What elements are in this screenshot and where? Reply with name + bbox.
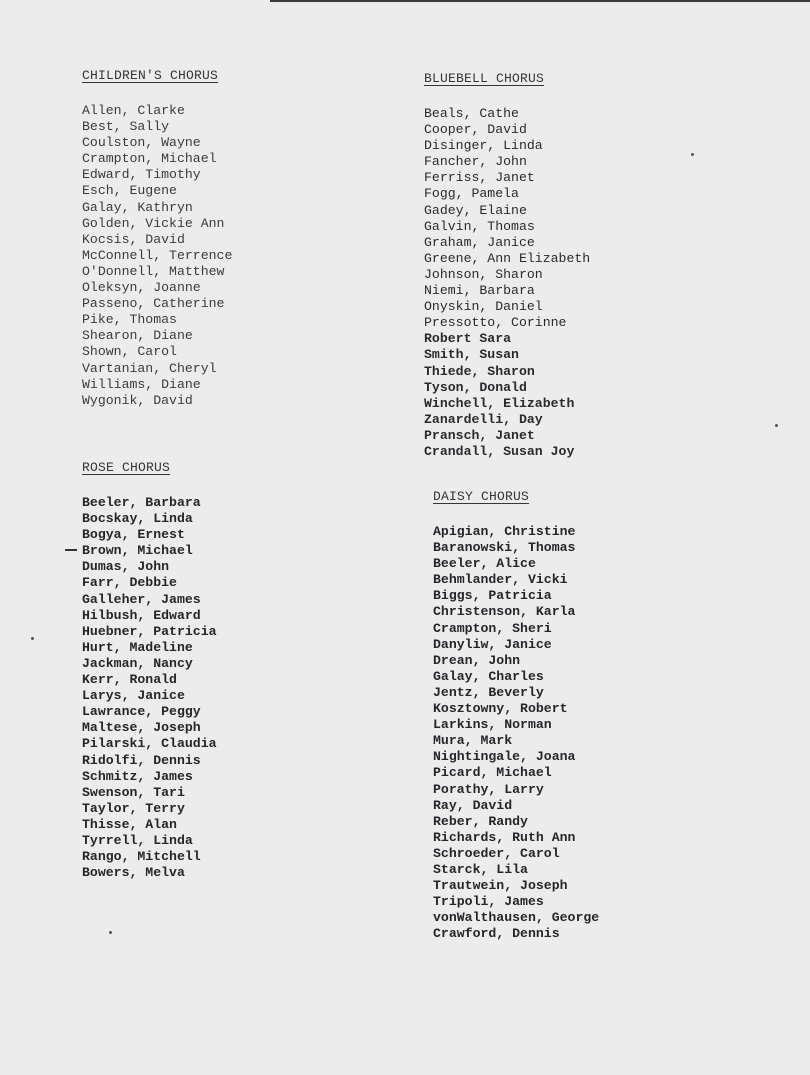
chorus-member-name: Farr, Debbie <box>82 575 177 591</box>
chorus-member-name: Esch, Eugene <box>82 183 177 199</box>
chorus-member-name: Reber, Randy <box>433 813 528 829</box>
chorus-member-name: Vartanian, Cheryl <box>82 360 217 376</box>
rose-chorus-list <box>82 495 217 881</box>
chorus-member-name: Cooper, David <box>424 122 527 138</box>
chorus-member-name: Galay, Kathryn <box>82 199 193 215</box>
chorus-member-name: Porathy, Larry <box>433 781 544 797</box>
chorus-member-name: Trautwein, Joseph <box>433 878 568 894</box>
bluebell-chorus-section <box>424 71 590 460</box>
chorus-member-name: Robert Sara <box>424 331 512 347</box>
chorus-member-name: Ridolfi, Dennis <box>82 752 201 768</box>
chorus-member-name: Drean, John <box>433 652 521 668</box>
chorus-member-name: Oleksyn, Joanne <box>82 280 201 296</box>
chorus-member-name: Galay, Charles <box>433 668 544 684</box>
chorus-member-name: Maltese, Joseph <box>82 720 201 736</box>
top-edge-line <box>270 0 810 2</box>
chorus-member-name: Crampton, Michael <box>82 151 217 167</box>
paper-speck <box>691 153 694 156</box>
chorus-member-name: Beeler, Alice <box>433 556 536 572</box>
chorus-member-name: Shown, Carol <box>82 344 177 360</box>
chorus-member-name: Coulston, Wayne <box>82 135 201 151</box>
paper-speck <box>775 424 778 427</box>
bluebell-chorus-heading: BLUEBELL CHORUS <box>424 71 545 86</box>
chorus-member-name: Huebner, Patricia <box>82 623 217 639</box>
chorus-member-name: Fancher, John <box>424 154 527 170</box>
chorus-member-name: Pressotto, Corinne <box>424 315 567 331</box>
chorus-member-name: Golden, Vickie Ann <box>82 215 225 231</box>
daisy-chorus-section <box>433 489 599 942</box>
chorus-member-name: Jackman, Nancy <box>82 655 193 671</box>
chorus-member-name: Williams, Diane <box>82 376 201 392</box>
chorus-member-name: Apigian, Christine <box>433 524 576 539</box>
chorus-member-name: Thisse, Alan <box>82 816 177 832</box>
chorus-member-name: Best, Sally <box>82 119 170 135</box>
chorus-member-name: Tyson, Donald <box>424 379 527 395</box>
chorus-member-name: Richards, Ruth Ann <box>433 829 576 845</box>
chorus-member-name: Larkins, Norman <box>433 717 552 733</box>
chorus-member-name: Taylor, Terry <box>82 800 185 816</box>
children-chorus-section <box>82 68 232 409</box>
chorus-member-name: Pike, Thomas <box>82 312 177 328</box>
chorus-member-name: Allen, Clarke <box>82 103 185 118</box>
chorus-member-name: Wygonik, David <box>82 392 193 408</box>
chorus-member-name: Larys, Janice <box>82 688 185 704</box>
chorus-member-name: Tyrrell, Linda <box>82 832 193 848</box>
chorus-member-name: Galleher, James <box>82 591 201 607</box>
chorus-member-name: Biggs, Patricia <box>433 588 552 604</box>
chorus-member-name: Swenson, Tari <box>82 784 185 800</box>
children-chorus-heading: CHILDREN'S CHORUS <box>82 68 219 83</box>
chorus-member-name: Disinger, Linda <box>424 138 543 154</box>
chorus-member-name: Kerr, Ronald <box>82 672 177 688</box>
chorus-member-name: Crandall, Susan Joy <box>424 443 575 459</box>
chorus-member-name: Bowers, Melva <box>82 865 185 881</box>
chorus-member-name: Rango, Mitchell <box>82 849 201 865</box>
paper-speck <box>109 931 112 934</box>
chorus-member-name: Ray, David <box>433 797 513 813</box>
chorus-member-name: Picard, Michael <box>433 765 552 781</box>
chorus-member-name: Schroeder, Carol <box>433 845 560 861</box>
chorus-member-name: Schmitz, James <box>82 768 193 784</box>
chorus-member-name: Crampton, Sheri <box>433 620 552 636</box>
children-chorus-list <box>82 103 232 409</box>
chorus-member-name: Crawford, Dennis <box>433 926 560 942</box>
chorus-member-name: Danyliw, Janice <box>433 636 552 652</box>
chorus-member-name: Galvin, Thomas <box>424 218 535 234</box>
chorus-member-name: Johnson, Sharon <box>424 266 543 282</box>
chorus-member-name: Beals, Cathe <box>424 106 519 121</box>
chorus-member-name: Thiede, Sharon <box>424 363 535 379</box>
chorus-member-name: Bocskay, Linda <box>82 511 193 527</box>
chorus-member-name: Behmlander, Vicki <box>433 572 568 588</box>
chorus-member-name: Gadey, Elaine <box>424 202 527 218</box>
daisy-chorus-heading: DAISY CHORUS <box>433 489 530 504</box>
chorus-member-name: Baranowski, Thomas <box>433 540 576 556</box>
chorus-member-name: Mura, Mark <box>433 733 513 749</box>
chorus-member-name: Shearon, Diane <box>82 328 193 344</box>
chorus-member-name: Winchell, Elizabeth <box>424 395 575 411</box>
chorus-member-name: Zanardelli, Day <box>424 411 543 427</box>
chorus-member-name: McConnell, Terrence <box>82 247 233 263</box>
chorus-member-name: Passeno, Catherine <box>82 296 225 312</box>
margin-dash-mark <box>65 549 77 551</box>
chorus-member-name: vonWalthausen, George <box>433 910 600 926</box>
rose-chorus-heading: ROSE CHORUS <box>82 460 171 475</box>
chorus-member-name: Edward, Timothy <box>82 167 201 183</box>
chorus-member-name: Starck, Lila <box>433 861 528 877</box>
chorus-member-name: Brown, Michael <box>82 543 193 559</box>
chorus-member-name: Nightingale, Joana <box>433 749 576 765</box>
chorus-member-name: Smith, Susan <box>424 347 519 363</box>
chorus-member-name: Beeler, Barbara <box>82 495 201 510</box>
chorus-member-name: Ferriss, Janet <box>424 170 535 186</box>
chorus-member-name: Tripoli, James <box>433 894 544 910</box>
rose-chorus-section <box>82 460 217 881</box>
chorus-member-name: Niemi, Barbara <box>424 283 535 299</box>
chorus-member-name: Hilbush, Edward <box>82 607 201 623</box>
chorus-member-name: Kocsis, David <box>82 231 185 247</box>
chorus-member-name: Fogg, Pamela <box>424 186 519 202</box>
chorus-member-name: Pransch, Janet <box>424 427 535 443</box>
bluebell-chorus-list <box>424 106 590 460</box>
chorus-member-name: Greene, Ann Elizabeth <box>424 250 591 266</box>
chorus-member-name: Onyskin, Daniel <box>424 299 543 315</box>
paper-speck <box>31 637 34 640</box>
chorus-member-name: Hurt, Madeline <box>82 639 193 655</box>
daisy-chorus-list <box>433 524 599 942</box>
chorus-member-name: Graham, Janice <box>424 234 535 250</box>
chorus-member-name: Pilarski, Claudia <box>82 736 217 752</box>
chorus-member-name: Jentz, Beverly <box>433 684 544 700</box>
chorus-member-name: Kosztowny, Robert <box>433 701 568 717</box>
chorus-member-name: Lawrance, Peggy <box>82 704 201 720</box>
chorus-member-name: Christenson, Karla <box>433 604 576 620</box>
chorus-member-name: Dumas, John <box>82 559 170 575</box>
chorus-member-name: O'Donnell, Matthew <box>82 263 225 279</box>
chorus-member-name: Bogya, Ernest <box>82 527 185 543</box>
